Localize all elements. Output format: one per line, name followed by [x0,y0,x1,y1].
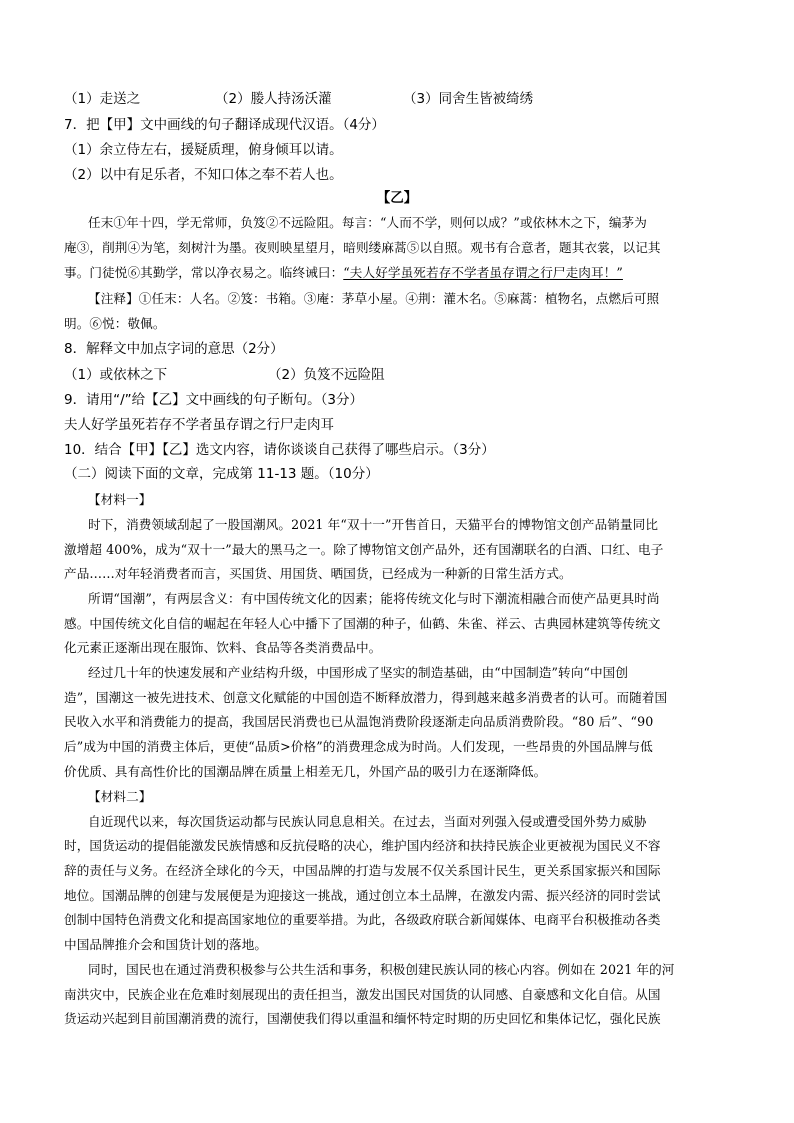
material-1-line: 激增超 400%，成为“双十一”最大的黑马之一。除了博物馆文创产品外，还有国潮联名的白酒、口红、电子 [64,542,664,557]
q9-text: 夫人好学虽死若存不学者虽存谓之行尸走肉耳 [64,417,334,433]
material-1-line: 民收入水平和消费能力的提高，我国居民消费也已从温饱消费阶段逐渐走向品质消费阶段。“80 后”、“90 [64,714,654,729]
q6-item-3: （3）同舍生皆被绮绣 [403,91,534,107]
q7-sentence-2: （2）以中有足乐者，不知口体之奉不若人也。 [64,167,343,183]
q6-item-1: （1）走送之 [64,91,141,107]
section-2-heading: （二）阅读下面的文章，完成第 11-13 题。（10分） [64,466,379,482]
yi-note-1: 【注释】①任末：人名。②笈：书箱。③庵：茅草小屋。④荆：灌木名。⑤麻蒿：植物名，点燃后可照 [88,291,660,306]
material-1-title: 【材料一】 [88,492,152,507]
material-1-line: 价优质、具有高性价比的国潮品牌在质量上相差无几，外国产品的吸引力在逐渐降低。 [64,764,547,779]
material-1-line: 产品……对年轻消费者而言，买国货、用国货、晒国货，已经成为一种新的日常生活方式。 [64,566,572,581]
material-2-line: 地位。国潮品牌的创建与发展便是为迎接这一挑战，通过创立本土品牌，在激发内需、振兴经济的同时尝试 [64,888,661,903]
q7-stem: 7．把【甲】文中画线的句子翻译成现代汉语。（4分） [64,117,385,133]
material-2-line: 自近现代以来，每次国货运动都与民族认同息息相关。在过去，当面对列强入侵或遭受国外势力威胁 [88,814,647,829]
q8-stem: 8．解释文中加点字词的意思（2分） [64,341,284,357]
q8-item-2: （2）负笈不远险阻 [268,367,385,383]
yi-line-2: 庵③，削荆④为笔，刻树汁为墨。夜则映星望月，暗则缕麻蒿⑤以自照。观书有合意者，题其衣裳，以记其 [64,240,661,255]
material-2-line: 中国品牌推介会和国货计划的落地。 [64,937,268,952]
material-1-line: 经过几十年的快速发展和产业结构升级，中国形成了坚实的制造基础，由“中国制造”转向“中国创 [88,665,629,680]
material-2-line: 同时，国民也在通过消费积极参与公共生活和事务，积极创建民族认同的核心内容。例如在 2021 年的河 [88,962,675,977]
material-1-line: 感。中国传统文化自信的崛起在年轻人心中播下了国潮的种子，仙鹤、朱雀、祥云、古典园林建筑等传统文 [64,616,661,631]
material-1-line: 造”，国潮这一被先进技术、创意文化赋能的中国创造不断释放潜力，得到越来越多消费者的认可。而随着国 [64,690,668,705]
q7-sentence-1: （1）余立侍左右，援疑质理，俯身倾耳以请。 [64,142,343,158]
material-1-line: 后”成为中国的消费主体后，更使“品质>价格”的消费理念成为时尚。人们发现，一些昂贵的外国品牌与低 [64,739,653,754]
material-1-line: 时下，消费领域刮起了一股国潮风。2021 年“双十一”开售首日，天猫平台的博物馆文创产品销量同比 [88,517,659,532]
yi-heading: 【乙】 [376,190,418,206]
yi-line-3 [64,263,623,282]
yi-line-3-text: 事。门徒悦⑥其勤学，常以净衣易之。临终诫曰： [64,265,344,280]
material-1-line: 化元素正逐渐出现在服饰、饮料、食品等各类消费品中。 [64,640,382,655]
material-2-line: 创制中国特色消费文化和提高国家地位的重要举措。为此，各级政府联合新闻媒体、电商平台积极推动各类 [64,912,661,927]
q9-stem: 9．请用“/”给【乙】文中画线的句子断句。（3分） [64,392,363,408]
q10-stem: 10．结合【甲】【乙】选文内容，请你谈谈自己获得了哪些启示。（3分） [64,442,495,458]
yi-line-1: 任末①年十四，学无常师，负笈②不远险阻。每言：“人而不学，则何以成？”或依林木之下，编茅为 [88,215,647,230]
material-1-line: 所谓“国潮”，有两层含义：有中国传统文化的因素；能将传统文化与时下潮流相融合而使产品更具时尚 [88,591,660,606]
yi-note-2: 明。⑥悦：敬佩。 [64,316,166,331]
yi-underlined-sentence: “夫人好学虽死若存不学者虽存谓之行尸走肉耳！” [343,265,623,280]
q6-item-2: （2）媵人持汤沃灌 [215,91,332,107]
material-2-title: 【材料二】 [88,789,152,804]
material-2-line: 辞的责任与义务。在经济全球化的今天，中国品牌的打造与发展不仅关系国计民生，更关系国家振兴和国际 [64,863,661,878]
q8-item-1: （1）或依林之下 [64,367,168,383]
material-2-line: 南洪灾中，民族企业在危难时刻展现出的责任担当，激发出国民对国货的认同感、自豪感和文化自信。从国 [64,987,661,1002]
material-2-line: 时，国货运动的提倡能激发民族情感和反抗侵略的决心，维护国内经济和扶持民族企业更被视为国民义不容 [64,838,661,853]
material-2-line: 货运动兴起到目前国潮消费的流行，国潮使我们得以重温和缅怀特定时期的历史回忆和集体记忆，强化民族 [64,1011,661,1026]
